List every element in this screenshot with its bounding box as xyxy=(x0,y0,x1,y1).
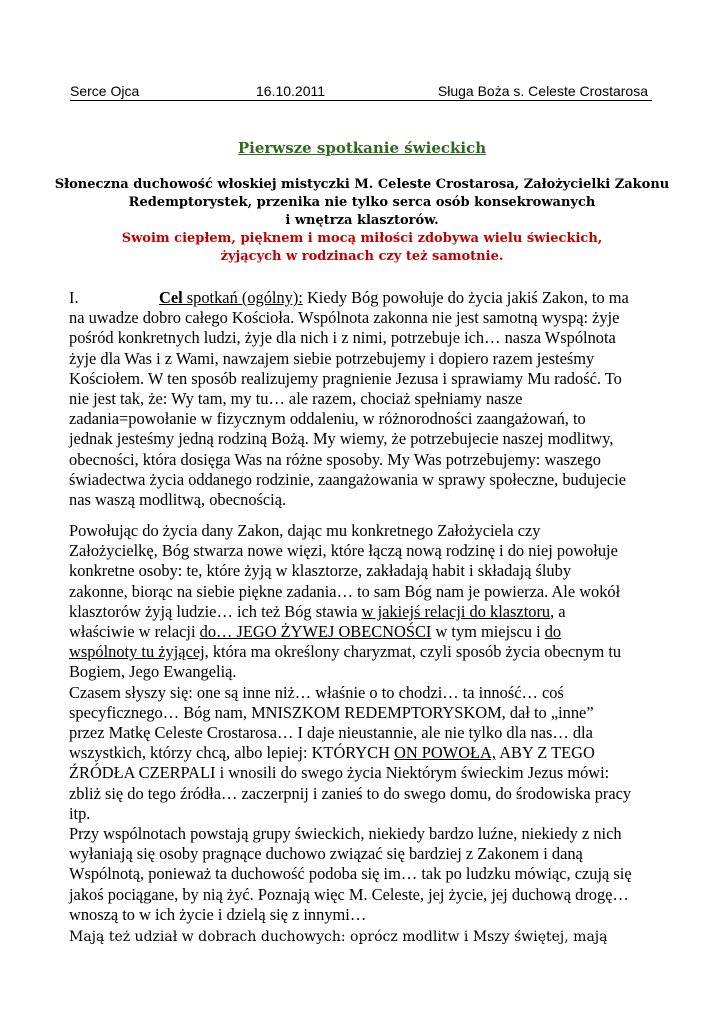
text-line: na uwadze dobro całego Kościoła. Wspólnota zakonna nie jest samotną wyspą: żyje xyxy=(69,308,620,328)
header-source: Serce Ojca xyxy=(70,83,140,99)
text-line: Czasem słyszy się: one są inne niż… właśnie o to chodzi… ta inność… coś xyxy=(69,682,564,702)
text-line xyxy=(69,622,657,642)
text-line: nie jest tak, że: Wy tam, my tu… ale razem, chociaż spełniamy nasze xyxy=(69,389,523,409)
text-line xyxy=(69,743,657,763)
text-line: Przy wspólnotach powstają grupy świeckich, niekiedy bardzo luźne, niekiedy z nich xyxy=(69,824,622,844)
text-fragment: klasztorów żyją ludzie… ich też Bóg stawia xyxy=(69,601,362,621)
text-fragment: ABY Z TEGO xyxy=(496,743,595,763)
text-line xyxy=(69,642,657,662)
header-author: Sługa Boża s. Celeste Crostarosa xyxy=(437,83,648,99)
text-line: jakoś pociągane, by nią żyć. Poznają więc M. Celeste, jej życie, jej duchową drogę… xyxy=(69,884,629,904)
text-fragment: wszystkich, którzy chcą, albo lepiej: KTÓRYCH xyxy=(69,743,395,763)
lead-red-line: Swoim ciepłem, pięknem i mocą miłości zdobywa wielu świeckich, xyxy=(121,231,603,246)
section-number: I. xyxy=(69,288,79,307)
text-line: jednak jesteśmy jedną rodziną Bożą. My wiemy, że potrzebujecie naszej modlitwy, xyxy=(69,429,614,449)
section-2 xyxy=(69,521,657,925)
text-line: ŹRÓDŁA CZERPALI i wnosili do swego życia Niektórym świeckim Jezus mówi: xyxy=(69,763,610,783)
text-line: zakonne, biorąc na siebie piękne zadania… to sam Bóg nam je powierza. Ale wokół xyxy=(69,581,621,601)
underlined-fragment: do xyxy=(544,622,562,642)
section-1 xyxy=(69,288,657,510)
text-fragment: , która ma określony charyzmat, czyli sposób życia obecnym tu xyxy=(204,642,622,662)
text-line: wyłaniają się osoby pragnące duchowo związać się bardziej z Zakonem i daną xyxy=(69,844,583,864)
text-line: konkretne osoby: te, które żyją w klasztorze, zakładają habit i składają śluby xyxy=(69,561,572,581)
text-line: Założycielkę, Bóg stwarza nowe więzi, które łączą nową rodzinę i do niej powołuje xyxy=(69,541,618,561)
text-line: żyje dla Was i z Wami, nawzajem siebie potrzebujemy i dopiero razem jesteśmy xyxy=(69,348,595,368)
text-line: wnoszą to w ich życie i dzielą się z innymi… xyxy=(69,904,367,924)
text-line: świadectwa życia oddanego rodzinie, zaangażowania w sprawy społeczne, budujecie xyxy=(69,469,627,489)
section-1-heading-line xyxy=(69,288,657,308)
text-line: Bogiem, Jego Ewangelią. xyxy=(69,662,237,682)
text-line: itp. xyxy=(69,803,91,823)
text-line: Wspólnotą, ponieważ ta duchowość podoba się im… tak po ludzku mówiąc, czują się xyxy=(69,864,632,884)
text-fragment: , a xyxy=(550,601,566,621)
last-line: Mają też udział w dobrach duchowych: oprócz modlitw i Mszy świętej, mają xyxy=(69,929,608,945)
section-1-first-line-text: Kiedy Bóg powołuje do życia jakiś Zakon, to ma xyxy=(302,288,629,307)
text-fragment: właściwie w relacji xyxy=(69,622,200,642)
header-date: 16.10.2011 xyxy=(256,83,326,99)
section-heading-bold: Cel xyxy=(159,288,183,307)
document-title: Pierwsze spotkanie świeckich xyxy=(237,139,487,157)
text-line: zbliż się do tego źródła… zaczerpnij i zanieś to do swego domu, do środowiska pracy xyxy=(69,783,632,803)
text-line: pośród konkretnych ludzi, żyje dla nich i z nimi, potrzebuje ich… nasza Wspólnota xyxy=(69,328,616,348)
text-line: zadania=powołanie w fizycznym oddaleniu, w różnorodności zaangażowań, to xyxy=(69,409,586,429)
text-line: specyficznego… Bóg nam, MNISZKOM REDEMPTORYSKOM, dał to „inne” xyxy=(69,702,594,722)
text-line: obecności, która dosięga Was na różne sposoby. My Was potrzebujemy: waszego xyxy=(69,449,601,469)
text-line xyxy=(69,602,657,622)
text-line: przez Matkę Celeste Crostarosa… I daje nieustannie, ale nie tylko dla nas… dla xyxy=(69,723,593,743)
underlined-fragment: do… JEGO ŻYWEJ OBECNOŚCI xyxy=(199,622,432,642)
text-line: nas waszą modlitwą, obecnością. xyxy=(69,490,287,510)
underlined-fragment: wspólnoty tu żyjącej xyxy=(69,642,205,662)
text-line: Kościołem. W ten sposób realizujemy pragnienie Jezusa i sprawiamy Mu radość. To xyxy=(69,368,622,388)
section-heading xyxy=(159,288,303,307)
lead-line: Redemptorystek, przenika nie tylko serca osób konsekrowanych xyxy=(128,195,596,210)
underlined-fragment: w jakiejś relacji do klasztoru xyxy=(361,601,551,621)
section-heading-rest: spotkań (ogólny): xyxy=(182,288,303,307)
lead-paragraph xyxy=(40,176,684,266)
text-fragment: w tym miejscu i xyxy=(431,622,545,642)
lead-red-line: żyjących w rodzinach czy też samotnie. xyxy=(220,249,504,264)
underlined-fragment: ON POWOŁA, xyxy=(394,743,496,763)
lead-line: i wnętrza klasztorów. xyxy=(285,213,439,228)
text-line: Powołując do życia dany Zakon, dając mu konkretnego Założyciela czy xyxy=(69,521,541,540)
page-header xyxy=(70,83,652,101)
lead-line: Słoneczna duchowość włoskiej mistyczki M. Celeste Crostarosa, Założycielki Zakonu xyxy=(54,177,670,192)
